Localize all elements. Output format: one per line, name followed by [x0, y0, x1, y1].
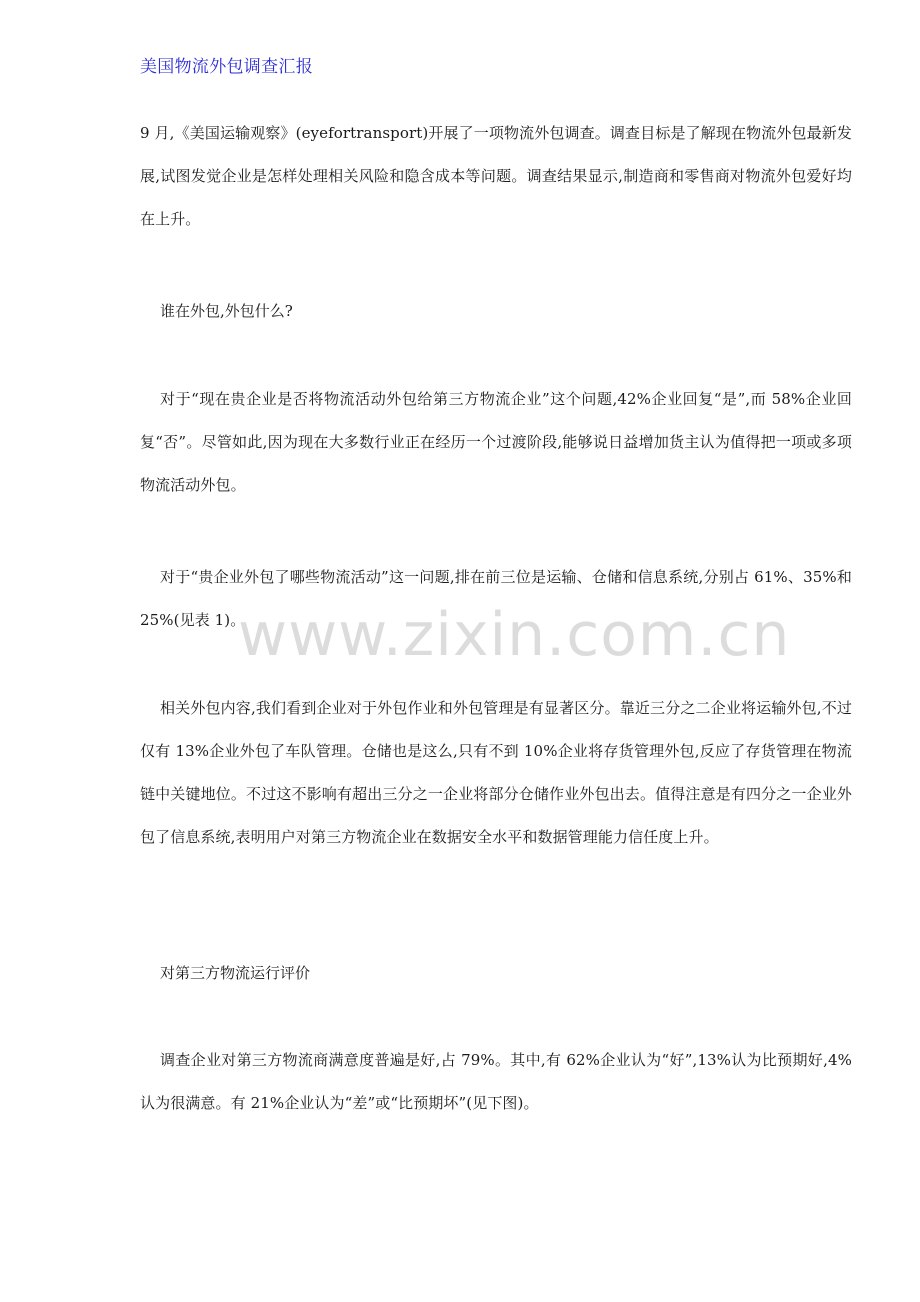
section-heading-evaluation: 对第三方物流运行评价 — [160, 964, 311, 982]
paragraph-yes-no: 对于“现在贵企业是否将物流活动外包给第三方物流企业”这个问题,42%企业回复“是”,而 58%企业回复“否”。尽管如此,因为现在大多数行业正在经历一个过渡阶段,能够说日益增加货主认为值得把一项或多项物流活动外包。 — [140, 390, 852, 494]
watermark: www.zixin.com.cn — [238, 600, 791, 670]
document-title: 美国物流外包调查汇报 — [140, 57, 313, 77]
paragraph-outsourcing-content: 相关外包内容,我们看到企业对于外包作业和外包管理是有显著区分。靠近三分之二企业将运输外包,不过仅有 13%企业外包了车队管理。仓储也是这么,只有不到 10%企业将存货管理外包,反应了存货管理在物流链中关键地位。不过这不影响有超出三分之一企业将部分仓储作业外包出去。值得注意是有四分之一企业外包了信息系统,表明用户对第三方物流企业在数据安全水平和数据管理能力信任度上升。 — [140, 699, 852, 846]
intro-paragraph: 9 月,《美国运输观察》(eyefortransport)开展了一项物流外包调查。调查目标是了解现在物流外包最新发展,试图发觉企业是怎样处理相关风险和隐含成本等问题。调查结果显示,制造商和零售商对物流外包爱好均在上升。 — [140, 124, 852, 228]
paragraph-satisfaction: 调查企业对第三方物流商满意度普遍是好,占 79%。其中,有 62%企业认为“好”,13%认为比预期好,4%认为很满意。有 21%企业认为“差”或“比预期坏”(见下图)。 — [140, 1051, 852, 1112]
section-heading-who-outsources: 谁在外包,外包什么? — [160, 302, 293, 320]
paragraph-activities: 对于“贵企业外包了哪些物流活动”这一问题,排在前三位是运输、仓储和信息系统,分别占 61%、35%和 25%(见表 1)。 — [140, 568, 852, 629]
